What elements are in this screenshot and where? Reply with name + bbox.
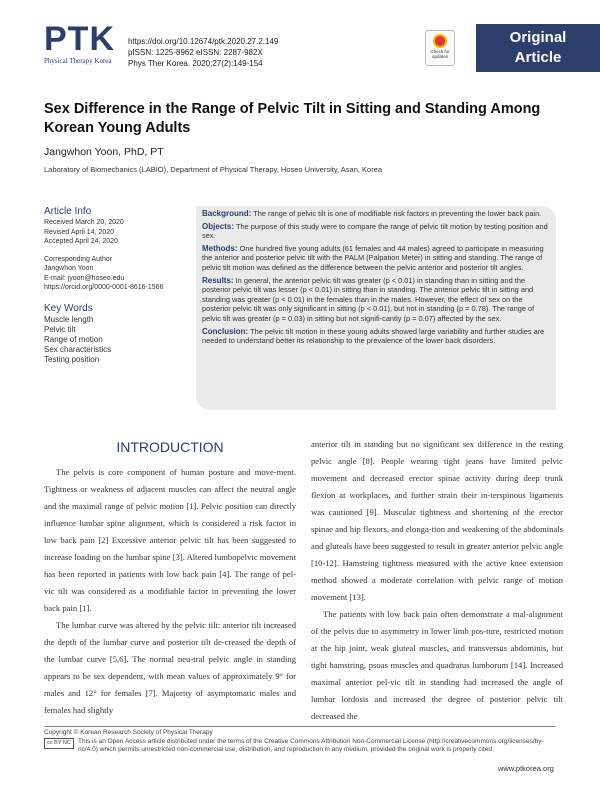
keyword: Testing position bbox=[44, 354, 100, 364]
author: Jangwhon Yoon, PhD, PT bbox=[44, 146, 164, 158]
logo-subtitle: Physical Therapy Korea bbox=[44, 57, 112, 65]
body-column-right bbox=[311, 436, 563, 725]
journal-header bbox=[0, 0, 600, 72]
journal-logo bbox=[44, 20, 116, 65]
background-label: Background: bbox=[202, 209, 252, 218]
issn: pISSN: 1225-8962 eISSN: 2287-982X bbox=[128, 48, 263, 57]
affiliation: Laboratory of Biomechanics (LABIO), Department of Physical Therapy, Hoseo University, Asan, Korea bbox=[44, 165, 383, 174]
body-paragraph: The lumbar curve was altered by the pelvic tilt: anterior tilt increased the depth of the lumbar curve and posterior tilt de-creased the depth of the lumbar curve [5,6]. The normal neu-tral pelvic angle in standing appears to be sex dependent, with mean values of approximately 9° for males and 12° for females [7]. Majority of asymptomatic males and females had slightly bbox=[44, 620, 296, 715]
abstract-box bbox=[196, 206, 556, 410]
check-for-updates-button[interactable] bbox=[425, 30, 455, 66]
cc-license-icon[interactable]: cc BY NC bbox=[44, 738, 74, 749]
email-link[interactable]: E-mail: jyoon@hoseo.edu bbox=[44, 274, 125, 282]
abstract-conclusion bbox=[202, 327, 550, 346]
abstract-methods bbox=[202, 244, 550, 273]
article-info bbox=[44, 206, 194, 365]
corresponding-author-name: Jangwhon Yoon bbox=[44, 265, 94, 272]
keyword: Pelvic tilt bbox=[44, 324, 76, 334]
journal-website-link[interactable]: www.ptkorea.org bbox=[498, 764, 554, 773]
conclusion-text: The pelvic tilt motion in these young adults showed large variability and further studies are needed to understand better its relationship to the prevalence of the lower back disorders. bbox=[202, 326, 545, 346]
cfu-label-2: updates bbox=[431, 54, 448, 59]
article-title: Sex Difference in the Range of Pelvic Tilt in Sitting and Standing Among Korean Young Adults bbox=[44, 101, 541, 136]
results-text: In general, the anterior pelvic tilt was greater (p < 0.01) in standing than in sitting and the posterior pelvic tilt was lesser (p < 0.01) in sitting than in standing. The anterior pelvic tilt in sitting and standing was greater (p < 0.01) in the females than in the males. However, the effect of sex on the posterior pelvic tilt was only significant in sitting (p < 0.01), but not in standing (p = 0.78). The range of pelvic tilt was greater (p = 0.03) in sitting but not signifi-cantly (p = 0.07) affected by the sex. bbox=[202, 275, 535, 323]
abstract-results bbox=[202, 276, 550, 324]
introduction-heading: INTRODUCTION bbox=[116, 439, 224, 455]
abstract-background bbox=[202, 209, 550, 219]
keyword: Range of motion bbox=[44, 334, 103, 344]
accepted-date: Accepted April 24, 2020 bbox=[44, 238, 118, 245]
orcid-link[interactable]: https://orcid.org/0000-0001-8616-1566 bbox=[44, 284, 164, 291]
methods-text: One hundred five young adults (61 females and 44 males) agreed to participate in measuring the anterior and posterior pelvic tilt with the PALM (Palpation Meter) in sitting and standing. The range of pelvic tilt motion was defined as the difference between the pelvic anterior and posterior tilt angles. bbox=[202, 243, 544, 272]
license-footer bbox=[44, 726, 556, 755]
doi-link[interactable]: https://doi.org/10.12674/ptk.2020.27.2.149 bbox=[128, 37, 279, 46]
objects-text: The purpose of this study were to compare the range of pelvic tilt motion by testing position and sex. bbox=[202, 221, 548, 241]
background-text: The range of pelvic tilt is one of modifiable risk factors in preventing the lower back pain. bbox=[253, 209, 542, 218]
badge-line-2: Article bbox=[514, 49, 562, 66]
objects-label: Objects: bbox=[202, 221, 235, 231]
revised-date: Revised April 14, 2020 bbox=[44, 228, 115, 236]
received-date: Received March 20, 2020 bbox=[44, 219, 124, 226]
copyright: Copyright © Korean Research Society of Physical Therapy bbox=[44, 729, 213, 736]
update-icon bbox=[433, 34, 447, 48]
methods-label: Methods: bbox=[202, 243, 238, 253]
body-paragraph: anterior tilt in standing but no significant sex difference in the resting pelvic angle [8]. People wearing tight jeans have limited pelvic movement and decreased erector spinae activity during deep trunk flexion at workplaces, and further strain their in-terspinous ligaments was cautioned [9]. Muscular tightness and shortening of the erector spinae and hip flexors, and elonga-tion and weakening of the abdominals and gluteals have been suggested to result in greater anterior pelvic angle [10-12]. Hamstring tightness measured with the active knee extension method showed a moderate correlation with pelvic range of motion movement [13]. bbox=[311, 439, 563, 602]
results-label: Results: bbox=[202, 275, 234, 285]
logo-text: PTK bbox=[44, 20, 115, 58]
body-paragraph: The patients with low back pain often demonstrate a mal-alignment of the pelvis due to asymmetry in lower limb pos-ture, restricted motion at the hip joint, weak gluteal muscles, and transversus abdominis, but tight hamstring, psoas muscles and quadratus lumborum [14]. Increased maximal anterior pel-vic tilt in standing had increased the angle of lumbar lordosis and increased the degree of posterior pelvic tilt decreased the bbox=[311, 609, 563, 721]
corresponding-author-label: Corresponding Author bbox=[44, 255, 113, 263]
cfu-label-1: Check for bbox=[430, 49, 450, 54]
article-meta bbox=[128, 36, 278, 69]
body-column-left bbox=[44, 436, 296, 719]
article-type-badge bbox=[476, 24, 600, 72]
article-info-heading: Article Info bbox=[44, 206, 92, 217]
license-text: This is an Open Access article distributed under the terms of the Creative Commons Attribution Non-Commercial License (http://creativecommons.org/licenses/by-nc/4.0) which permits unrestricted non-commercial use, distribution, and reproduction in any medium, provided the original work is properly cited. bbox=[78, 737, 544, 753]
keyword: Sex characteristics bbox=[44, 344, 112, 354]
abstract-objects bbox=[202, 222, 550, 241]
badge-line-1: Original bbox=[509, 29, 567, 46]
body-paragraph: The pelvis is core component of human posture and move-ment. Tightness or weakness of adjacent muscles can affect the neutral angle and the maximal range of pelvic motion [1]. Pelvic position can directly influence lumbar spine alignment, which is considered a risk factor in low back pain [2] Excessive anterior pelvic tilt has been suggested to increase loading on the lumbar spine [3]. Altered lumbopelvic movement has been reported in patients with low back pain [4]. The range of pel-vic tilt was considered as a modifiable factor in preventing the lower back pain [1]. bbox=[44, 467, 296, 613]
conclusion-label: Conclusion: bbox=[202, 326, 249, 336]
citation: Phys Ther Korea. 2020;27(2):149-154 bbox=[128, 59, 263, 68]
keyword: Muscle length bbox=[44, 314, 94, 324]
keywords-heading: Key Words bbox=[44, 302, 93, 314]
